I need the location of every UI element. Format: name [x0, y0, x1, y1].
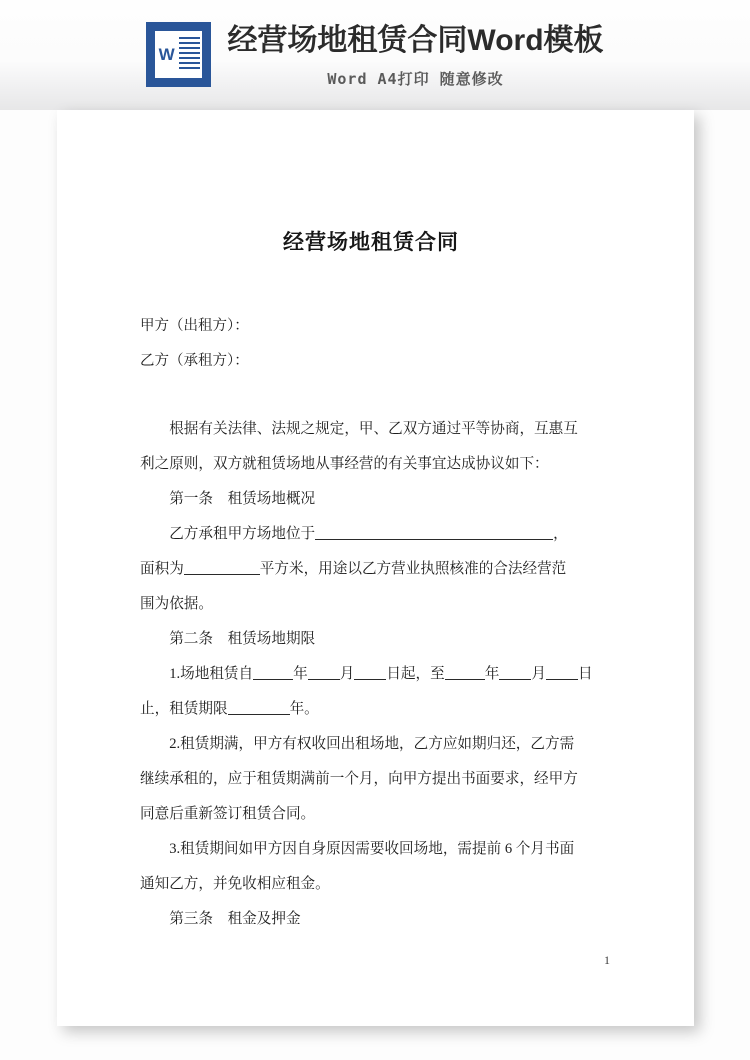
blank-location	[315, 539, 553, 540]
page-number: 1	[604, 953, 610, 967]
document-page	[57, 110, 694, 1026]
blank-start-month	[308, 679, 340, 680]
document-body	[140, 110, 610, 1026]
word-icon-letter: W	[158, 44, 175, 64]
word-icon-lines	[179, 37, 200, 72]
clause-2-item-3-line-2: 通知乙方，并免收相应租金。	[140, 876, 330, 892]
header-banner	[0, 0, 750, 110]
clause-2-heading: 第二条 租赁场地期限	[169, 631, 316, 647]
blank-term-years	[228, 714, 290, 715]
header-title-block	[227, 22, 603, 89]
page-subtitle: Word A4打印 随意修改	[327, 69, 504, 88]
clause-2-item-1-line-1	[140, 657, 602, 692]
blank-end-day	[546, 679, 578, 680]
c2-text-d: 日起，至	[386, 666, 445, 682]
clause-1-line-3: 围为依据。	[140, 596, 213, 612]
blank-start-year	[253, 679, 293, 680]
page-title: 经营场地租赁合同Word模板	[227, 24, 604, 57]
clause-2-item-2-line-2: 继续承租的，应于租赁期满前一个月，向甲方提出书面要求，经甲方	[140, 771, 578, 787]
party-party-a: 甲方（出租方）：	[140, 318, 249, 334]
c2-text-c: 月	[339, 666, 355, 682]
clause-1-text-d: 平方米，用途以乙方营业执照核准的合法经营范	[259, 561, 567, 577]
brand-row	[146, 0, 603, 89]
parties-block	[140, 309, 602, 379]
party-party-b: 乙方（承租方）：	[140, 353, 249, 369]
clause-1-text-c: 面积为	[140, 561, 184, 577]
preamble-line-2: 利之原则，双方就租赁场地从事经营的有关事宜达成协议如下：	[140, 456, 549, 472]
c2-text-g: 日	[577, 666, 593, 682]
c2-text-f: 月	[531, 666, 546, 682]
clause-2-item-3-line-1: 3.租赁期间如甲方因自身原因需要收回场地，需提前 6 个月书面	[169, 841, 575, 857]
preamble-line-1: 根据有关法律、法规之规定，甲、乙双方通过平等协商，互惠互	[169, 421, 578, 437]
blank-end-month	[499, 679, 531, 680]
blank-start-day	[354, 679, 386, 680]
c2-text-i: 年。	[289, 701, 319, 717]
contract-title: 经营场地租赁合同	[283, 230, 459, 254]
clause-2-item-2-line-1: 2.租赁期满，甲方有权收回出租场地，乙方应如期归还，乙方需	[169, 736, 575, 752]
c2-text-a: 1.场地租赁自	[169, 666, 254, 682]
c2-text-e: 年	[484, 666, 500, 682]
clause-2-item-1-line-2	[140, 692, 602, 727]
clause-1-line-1	[140, 517, 602, 552]
blank-end-year	[445, 679, 485, 680]
blank-area	[184, 574, 260, 575]
clause-3-heading: 第三条 租金及押金	[169, 911, 301, 927]
c2-text-b: 年	[293, 666, 308, 682]
clause-1-text-b: ，	[553, 526, 568, 542]
c2-text-h: 止，租赁期限	[140, 701, 228, 717]
clause-2-item-2-line-3: 同意后重新签订租赁合同。	[140, 806, 316, 822]
clause-1-line-2	[140, 552, 602, 587]
header-content	[0, 0, 750, 98]
clause-1-heading: 第一条 租赁场地概况	[169, 491, 316, 507]
word-document-icon	[146, 22, 211, 87]
clause-1-text-a: 乙方承租甲方场地位于	[169, 526, 316, 542]
